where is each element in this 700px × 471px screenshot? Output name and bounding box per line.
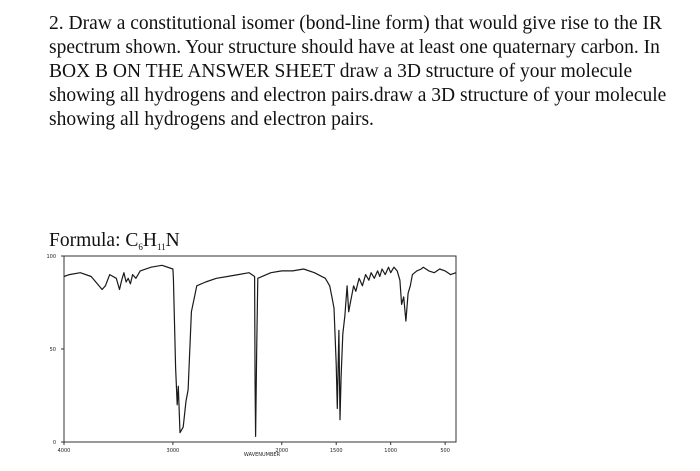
formula-carbon-count: 6 bbox=[138, 242, 143, 252]
formula-hydrogen: H bbox=[142, 230, 157, 251]
spectrum-series-line bbox=[64, 265, 456, 436]
x-tick-label: 2000 bbox=[275, 448, 289, 454]
x-tick-label: 4000 bbox=[57, 448, 71, 454]
x-tick-label: 1500 bbox=[329, 448, 343, 454]
formula-hydrogen-count: 11 bbox=[156, 242, 166, 252]
formula-label: Formula: bbox=[49, 230, 126, 251]
question-text: 2. Draw a constitutional isomer (bond-line form) that would give rise to the IR spectrum shown. Your structure should have at least one quaternary carbon. In BOX B ON THE ANSWER SHEET draw a 3D structure of your molecule showing all hydrogens and electron pairs.draw a 3D structure of your molecule showing all hydrogens and electron pairs. bbox=[49, 13, 667, 130]
x-tick-label: 3000 bbox=[166, 448, 180, 454]
x-axis-label: WAVENUMBER bbox=[243, 452, 281, 458]
y-axis bbox=[46, 254, 64, 446]
y-tick-label: 0 bbox=[52, 440, 56, 446]
y-tick-label: 100 bbox=[46, 254, 56, 260]
y-tick-label: 50 bbox=[49, 347, 56, 353]
formula-carbon: C bbox=[125, 230, 139, 251]
formula-nitrogen: N bbox=[165, 230, 180, 251]
x-tick-label: 1000 bbox=[384, 448, 398, 454]
plot-frame bbox=[64, 256, 456, 442]
x-tick-label: 500 bbox=[440, 448, 450, 454]
